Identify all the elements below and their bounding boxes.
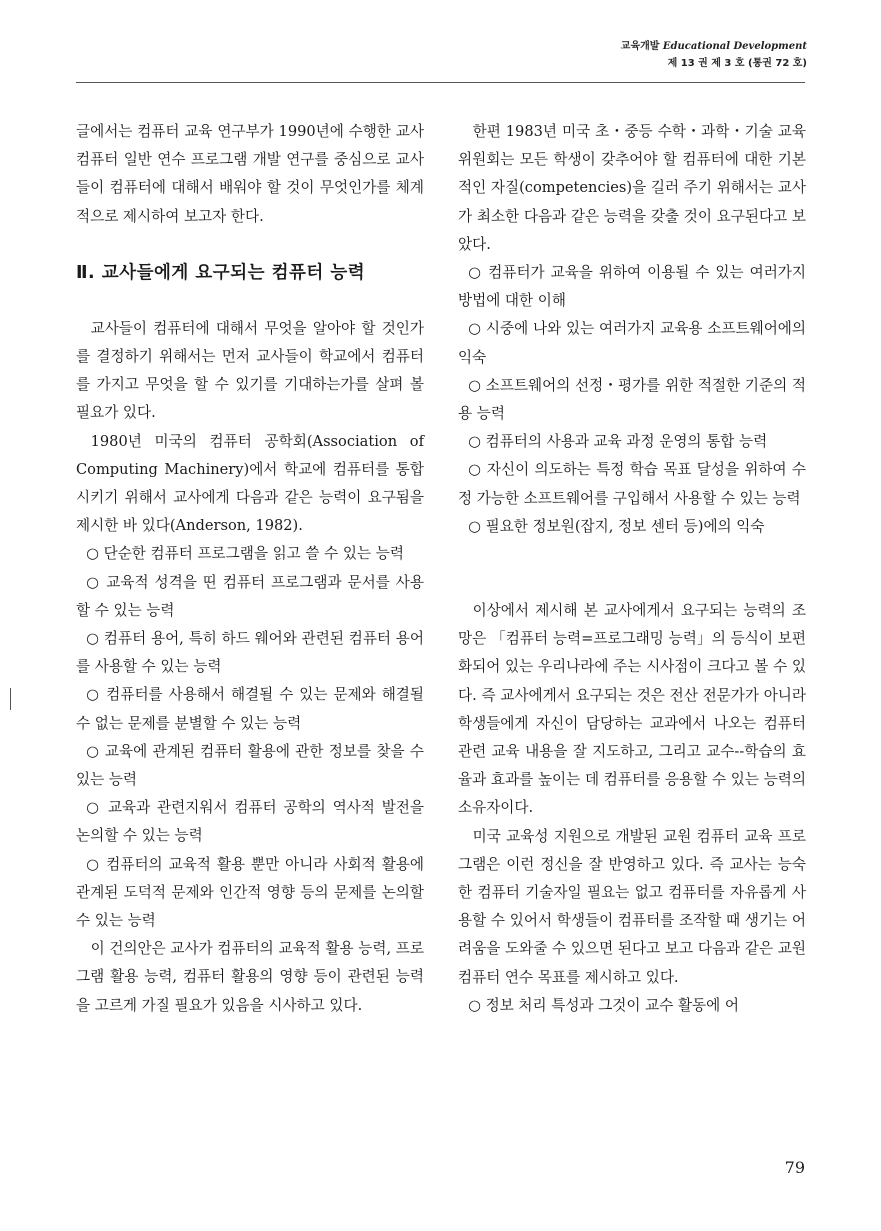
journal-name <box>621 38 807 55</box>
journal-name-en: Educational Development <box>662 41 807 52</box>
section-title: Ⅱ. 교사들에게 요구되는 컴퓨터 능력 <box>76 262 366 283</box>
margin-mark <box>10 688 11 710</box>
list-item: ○ 컴퓨터의 사용과 교육 과정 운영의 통합 능력 <box>468 433 768 451</box>
list-item: ○ 컴퓨터의 교육적 활용 뿐만 아니라 사회적 활용에 관계된 도덕적 문제와 인간적 영향 등의 문제를 논의할 수 있는 능력 <box>76 855 424 930</box>
spacer <box>76 287 424 315</box>
running-header <box>621 38 807 72</box>
intro-paragraph: 글에서는 컴퓨터 교육 연구부가 1990년에 수행한 교사 컴퓨터 일반 연수 프로그램 개발 연구를 중심으로 교사들이 컴퓨터에 대해서 배워야 할 것이 무엇인가를 체계적으로 제시하여 보고자 한다. <box>76 123 424 225</box>
body-paragraph: 1980년 미국의 컴퓨터 공학회(Association of Computing Machinery)에서 학교에 컴퓨터를 통합시키기 위해서 교사에게 다음과 같은 능력이 요구됨을 제시한 바 있다(Anderson, 1982). <box>76 432 424 535</box>
list-item: ○ 교육과 관련지워서 컴퓨터 공학의 역사적 발전을 논의할 수 있는 능력 <box>76 799 424 845</box>
journal-name-ko: 교육개발 <box>620 41 660 52</box>
spacer <box>458 541 806 569</box>
closing-paragraph: 이 건의안은 교사가 컴퓨터의 교육적 활용 능력, 프로그램 활용 능력, 컴퓨터 활용의 영향 등이 관련된 능력을 고르게 가질 필요가 있음을 시사하고 있다. <box>76 940 424 1014</box>
list-item: ○ 컴퓨터가 교육을 위하여 이용될 수 있는 여러가지 방법에 대한 이해 <box>458 264 806 310</box>
list-item: ○ 필요한 정보원(잡지, 정보 센터 등)에의 익숙 <box>468 517 765 535</box>
list-item: ○ 자신이 의도하는 특정 학습 목표 달성을 위하여 수정 가능한 소프트웨어를 구입해서 사용할 수 있는 능력 <box>458 461 806 507</box>
list-item: ○ 컴퓨터 용어, 특히 하드 웨어와 관련된 컴퓨터 용어를 사용할 수 있는 능력 <box>76 630 424 676</box>
list-item: ○ 정보 처리 특성과 그것이 교수 활동에 어 <box>468 996 739 1014</box>
volume-issue: 제 13 권 제 3 호 (통권 72 호) <box>667 58 807 69</box>
header-rule <box>76 82 805 83</box>
list-item: ○ 시중에 나와 있는 여러가지 교육용 소프트웨어에의 익숙 <box>458 320 806 366</box>
intro-paragraph: 한편 1983년 미국 초・중등 수학・과학・기술 교육 위원회는 모든 학생이 갖추어야 할 컴퓨터에 대한 기본적인 자질(competencies)을 길러 주기 위해서는 교사가 최소한 다음과 같은 능력을 갖출 것이 요구된다고 보았다. <box>458 123 806 253</box>
list-item: ○ 교육적 성격을 띤 컴퓨터 프로그램과 문서를 사용할 수 있는 능력 <box>76 573 424 619</box>
list-item: ○ 컴퓨터를 사용해서 해결될 수 있는 문제와 해결될 수 없는 문제를 분별할 수 있는 능력 <box>76 686 424 732</box>
page-number: 79 <box>784 1158 805 1177</box>
body-paragraph: 이상에서 제시해 본 교사에게서 요구되는 능력의 조망은 「컴퓨터 능력=프로그래밍 능력」의 등식이 보편화되어 있는 우리나라에 주는 시사점이 크다고 볼 수 있다. 즉 교사에게서 요구되는 것은 전산 전문가가 아니라 학생들에게 자신이 담당하는 교과에서 나오는 컴퓨터 관련 교육 내용을 잘 지도하고, 그리고 교수--학습의 효율과 효과를 높이는 데 컴퓨터를 응용할 수 있는 능력의 소유자이다. <box>458 602 806 817</box>
body-paragraph: 교사들이 컴퓨터에 대해서 무엇을 알아야 할 것인가를 결정하기 위해서는 먼저 교사들이 학교에서 컴퓨터를 가지고 무엇을 할 수 있기를 기대하는가를 살펴 볼 필요가 있다. <box>76 319 424 422</box>
body-paragraph: 미국 교육성 지원으로 개발된 교원 컴퓨터 교육 프로그램은 이런 정신을 잘 반영하고 있다. 즉 교사는 능숙한 컴퓨터 기술자일 필요는 없고 컴퓨터를 자유롭게 사용할 수 있어서 학생들이 컴퓨터를 조작할 때 생기는 어려움을 도와줄 수 있으면 된다고 보고 다음과 같은 교원 컴퓨터 연수 목표를 제시하고 있다. <box>458 827 806 986</box>
list-item: ○ 교육에 관계된 컴퓨터 활용에 관한 정보를 찾을 수 있는 능력 <box>76 742 424 789</box>
list-item: ○ 단순한 컴퓨터 프로그램을 읽고 쓸 수 있는 능력 <box>86 545 404 563</box>
list-item: ○ 소프트웨어의 선정・평가를 위한 적절한 기준의 적용 능력 <box>458 376 806 423</box>
right-column <box>458 118 806 1020</box>
left-column <box>76 118 424 1020</box>
spacer <box>458 569 806 597</box>
spacer <box>76 231 424 259</box>
